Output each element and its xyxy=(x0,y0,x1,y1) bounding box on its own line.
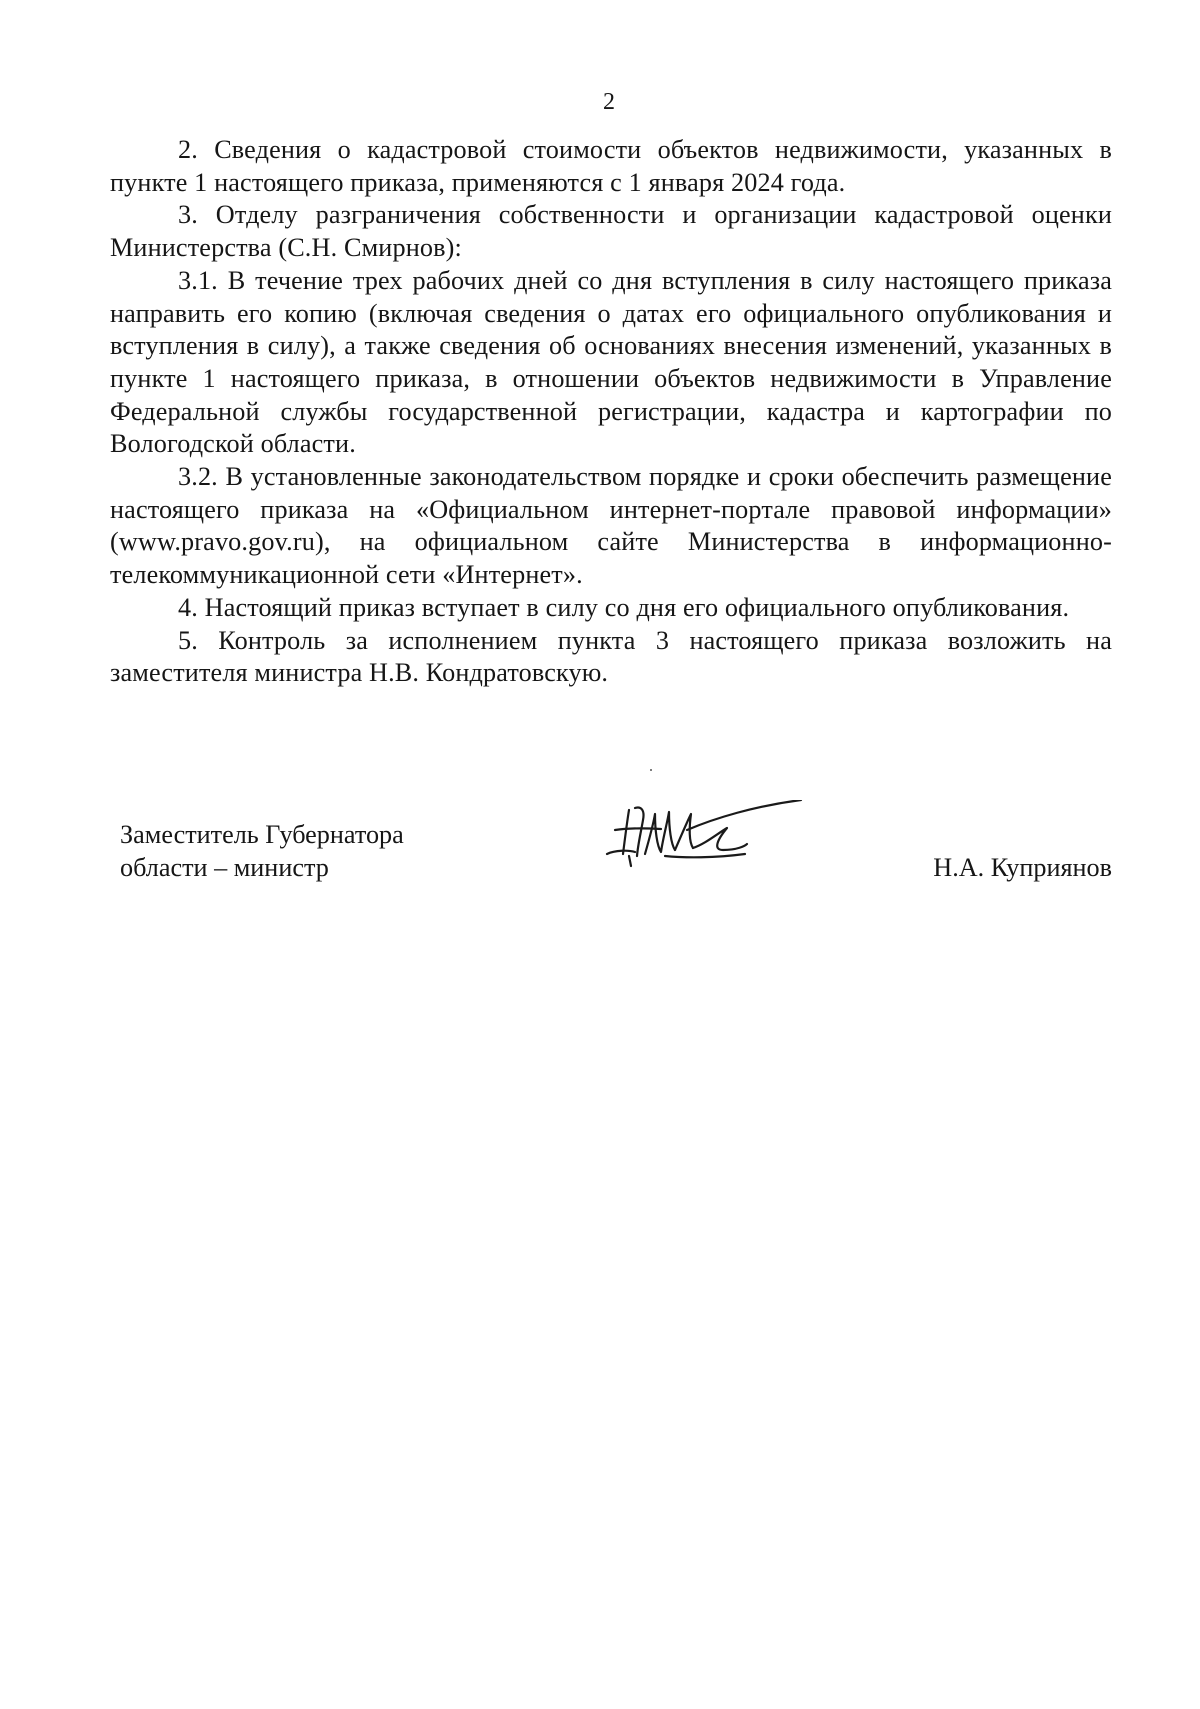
paragraph-5: 5. Контроль за исполнением пункта 3 настоящего приказа возложить на заместителя министра Н.В. Кондратовскую. xyxy=(110,625,1112,688)
signatory-position-line1: Заместитель Губернатора xyxy=(120,820,404,849)
signatory-position xyxy=(120,818,404,884)
signatory-name: Н.А. Куприянов xyxy=(933,853,1112,882)
paragraph-4: 4. Настоящий приказ вступает в силу со дня его официального опубликования. xyxy=(178,592,1070,622)
signatory-position-line2: области – министр xyxy=(120,853,329,882)
paragraph-2: 2. Сведения о кадастровой стоимости объектов недвижимости, указанных в пункте 1 настоящего приказа, применяются с 1 января 2024 года. xyxy=(110,135,1112,197)
paragraph-3-1: 3.1. В течение трех рабочих дней со дня вступления в силу настоящего приказа направить его копию (включая сведения о датах его официального опубликования и вступления в силу), а также сведения об основаниях внесения изменений, указанных в пункте 1 настоящего приказа, в отношении объектов недвижимости в Управление Федеральной службы государственной регистрации, кадастра и картографии по Вологодской области. xyxy=(110,265,1112,459)
page-number: 2 xyxy=(603,89,615,115)
paragraph-3: 3. Отделу разграничения собственности и организации кадастровой оценки Министерства (С.Н. Смирнов): xyxy=(110,200,1112,263)
handwritten-signature xyxy=(605,800,805,878)
paragraph-3-2: 3.2. В установленные законодательством порядке и сроки обеспечить размещение настоящего приказа на «Официальном интернет-портале правовой информации» (www.pravo.gov.ru), на официальном сайте Министерства в информационно-телекоммуникационной сети «Интернет». xyxy=(110,462,1112,590)
scan-speck xyxy=(650,769,652,771)
document-body xyxy=(110,134,1112,690)
